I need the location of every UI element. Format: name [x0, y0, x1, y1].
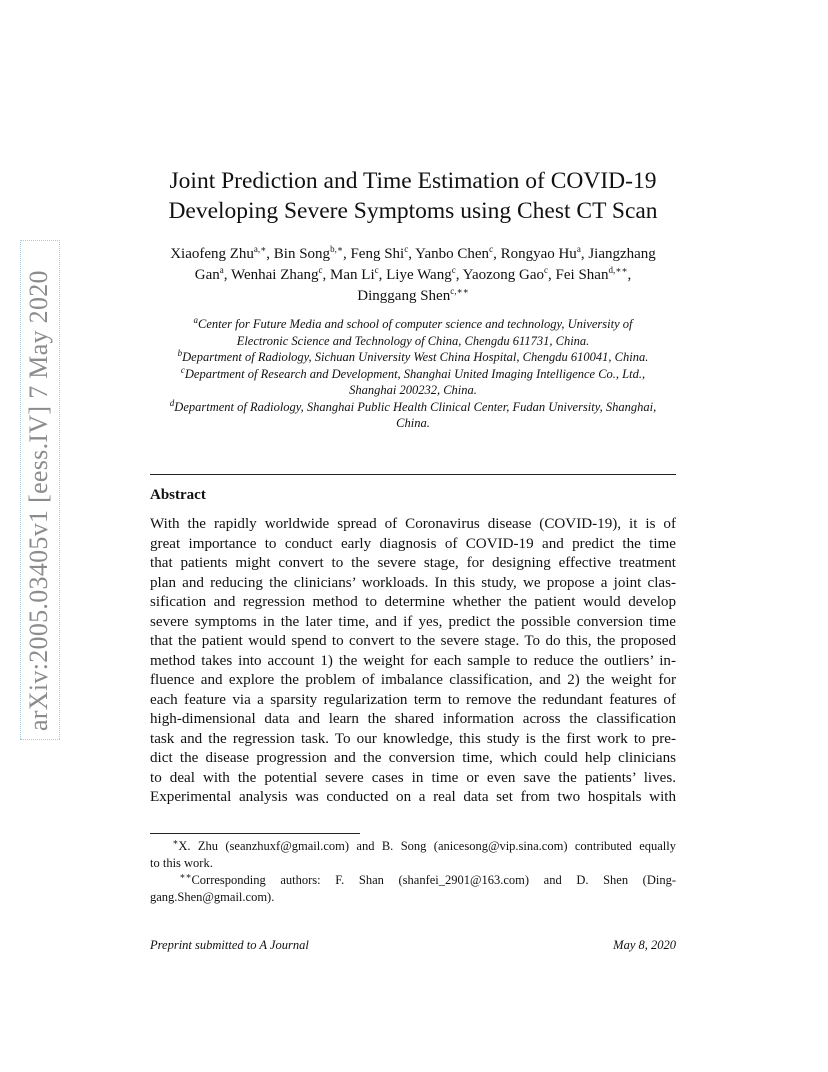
affiliation-d-cont: [146, 415, 680, 432]
abstract-top-rule: [150, 474, 676, 475]
footnote-mark: ∗: [172, 836, 179, 847]
footnote-mark: ∗∗: [179, 870, 192, 881]
title-line-2: Developing Severe Symptoms using Chest CT Scan: [168, 198, 658, 224]
author-name-part: Jiangzhang: [588, 246, 656, 262]
abstract-line: With the rapidly worldwide spread of Coronavirus disease (COVID-19), it is of: [150, 516, 676, 532]
affiliation-a: [146, 316, 680, 333]
footnote-rule: [150, 833, 360, 834]
author-list: [148, 244, 678, 307]
affiliation-mark: c: [180, 364, 185, 375]
affiliation-a-cont: [146, 333, 680, 350]
author-affiliation-mark: d,∗∗: [608, 265, 628, 275]
abstract-line: fluence and explore the problem of imbalance classification, and 2) the weight for: [150, 672, 676, 688]
author-affiliation-mark: c,∗∗: [450, 286, 469, 296]
abstract-line: plan and reducing the clinicians’ workloads. In this study, we propose a joint clas-: [150, 574, 676, 591]
page-footer: [150, 938, 676, 953]
affiliation-text: Shanghai 200232, China.: [349, 383, 477, 397]
footer-date: May 8, 2020: [613, 938, 676, 952]
footnote-2-line-2: gang.Shen@gmail.com).: [150, 890, 275, 904]
footnote-1-line-1: [150, 838, 676, 855]
abstract-line: that patients might convert to the severe stage, for designing effective treatment: [150, 555, 676, 571]
abstract-line: to deal with the potential severe cases in time or even save the patients’ lives.: [150, 769, 676, 786]
author-name: Man Li: [330, 267, 375, 283]
affiliation-text: Department of Radiology, Shanghai Public Health Clinical Center, Fudan University, Shanghai,: [174, 399, 657, 414]
footnote-1-line-2: to this work.: [150, 856, 213, 870]
author-name: Rongyao Hu: [500, 246, 577, 262]
author-name: Xiaofeng Zhu: [170, 246, 254, 262]
affiliation-text: Center for Future Media and school of computer science and technology, University of: [197, 317, 633, 331]
paper-title: [150, 166, 676, 226]
affiliation-text: Department of Research and Development, Shanghai United Imaging Intelligence Co., Ltd.,: [184, 366, 646, 381]
affiliation-text: China.: [396, 416, 430, 430]
author-name: Yaozong Gao: [462, 267, 545, 283]
affiliation-text: Electronic Science and Technology of China, Chengdu 611731, China.: [236, 333, 590, 348]
footnotes: [150, 838, 676, 906]
footnote-text: X. Zhu (seanzhuxf@gmail.com) and B. Song (anicesong@vip.sina.com) contributed equally: [178, 839, 676, 853]
abstract-body: [150, 515, 676, 808]
author-line-2: Gan$^a$, Wenhai Zhang$^c$, Man Li$^c$, Liye Wang$^c$, Yaozong Gao$^c$, Fei Shan$^{d,∗∗}$,: [194, 265, 632, 283]
abstract-line: that the patient would spend to convert to the severe stage. To do this, the proposed: [150, 633, 676, 649]
affiliation-c-cont: [146, 382, 680, 399]
author-affiliation-mark: a: [219, 265, 224, 275]
author-affiliation-mark: c: [374, 265, 379, 275]
author-affiliation-mark: c: [489, 244, 494, 254]
author-affiliation-mark: c: [451, 265, 456, 275]
affiliation-list: [146, 316, 680, 432]
affiliation-mark: b: [177, 347, 183, 358]
abstract-line: sification and regression method to determine whether the patient would develop: [150, 594, 676, 610]
abstract-line: each feature via a sparsity regularization term to remove the redundant features of: [150, 691, 676, 708]
abstract-line: severe symptoms in the later time, and if yes, predict the possible conversion time: [150, 613, 676, 630]
author-name-part: Gan: [194, 267, 220, 283]
abstract-line: Experimental analysis was conducted on a real data set from two hospitals with: [150, 789, 676, 805]
abstract-line: high-dimensional data and learn the shared information across the classification: [150, 711, 676, 727]
author-name: Yanbo Chen: [415, 246, 490, 262]
arxiv-identifier-stamp: arXiv:2005.03405v1 [eess.IV] 7 May 2020: [20, 240, 60, 740]
title-line-1: Joint Prediction and Time Estimation of COVID-19: [169, 168, 657, 194]
affiliation-c: [146, 366, 680, 383]
affiliation-text: Department of Radiology, Sichuan University West China Hospital, Chengdu 610041, China.: [182, 350, 649, 364]
author-name: Dinggang Shen: [357, 288, 451, 304]
author-name: Liye Wang: [386, 267, 452, 283]
author-affiliation-mark: b,∗: [330, 244, 343, 254]
author-affiliation-mark: a,∗: [253, 244, 267, 254]
abstract-line: great importance to conduct early diagnosis of COVID-19 and predict the time: [150, 535, 676, 552]
author-line-1: Xiaofeng Zhu$^{a,∗}$, Bin Song$^{b,∗}$, Feng Shi$^c$, Yanbo Chen$^c$, Rongyao Hu$^a$, Jiangzhang: [170, 244, 656, 262]
author-name: Bin Song: [273, 246, 331, 262]
abstract-heading: Abstract: [150, 487, 206, 503]
abstract-line: task and the regression task. To our knowledge, this study is the first work to pre-: [150, 730, 676, 747]
author-name: Wenhai Zhang: [231, 267, 319, 283]
abstract-line: dict the disease progression and the conversion time, which could help clinicians: [150, 750, 676, 766]
author-affiliation-mark: c: [404, 244, 409, 254]
abstract-line: method takes into account 1) the weight for each sample to reduce the outliers’ in-: [150, 652, 676, 669]
footer-journal-note: Preprint submitted to A Journal: [150, 938, 309, 952]
footnote-2-line-1: [150, 872, 676, 889]
footnote-text: Corresponding authors: F. Shan (shanfei_2901@163.com) and D. Shen (Ding-: [191, 873, 676, 887]
author-line-3: [148, 286, 678, 307]
affiliation-b: [146, 349, 680, 366]
affiliation-mark: d: [169, 397, 175, 408]
author-name: Fei Shan: [555, 267, 609, 283]
author-affiliation-mark: c: [544, 265, 549, 275]
affiliation-mark: a: [193, 314, 198, 325]
author-affiliation-mark: a: [576, 244, 581, 254]
author-affiliation-mark: c: [318, 265, 323, 275]
affiliation-d: [146, 399, 680, 416]
author-name: Feng Shi: [350, 246, 405, 262]
